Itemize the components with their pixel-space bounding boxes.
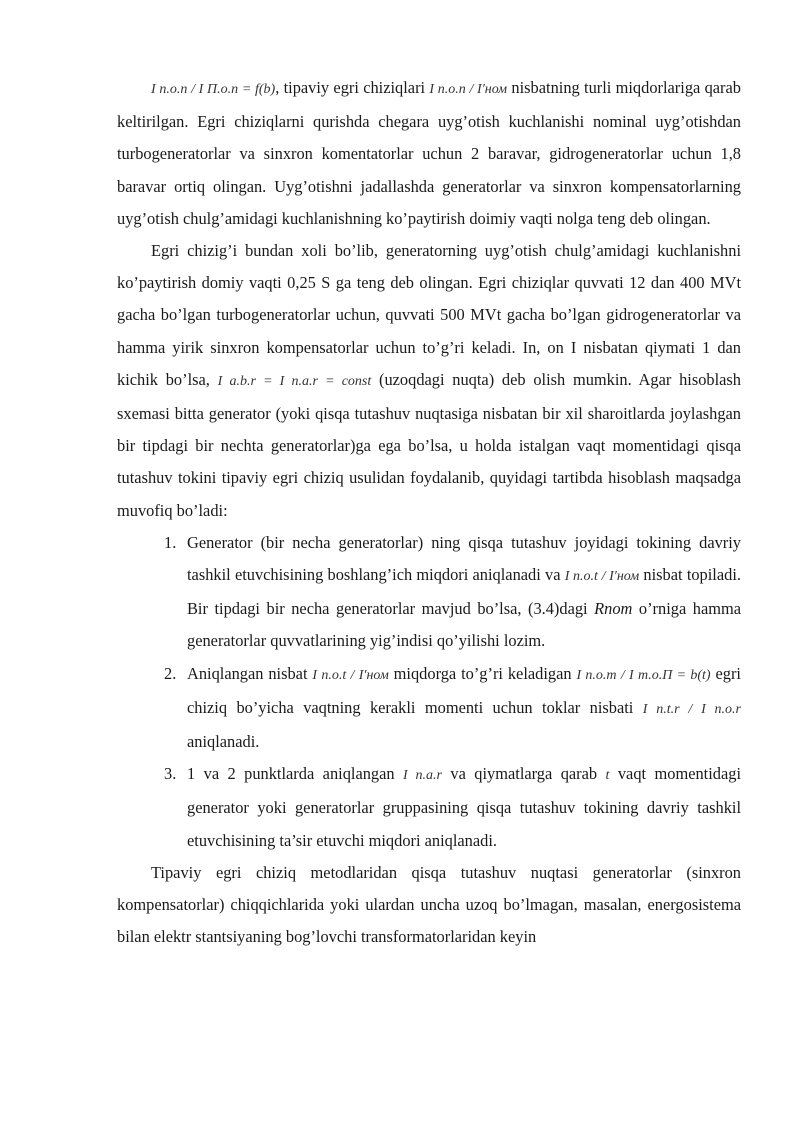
formula-const: I a.b.r = I n.a.r = const <box>217 373 372 389</box>
formula-item3t: t <box>605 768 610 784</box>
paragraph-3: Tipaviy egri chiziq metodlaridan qisqa tutashuv nuqtasi generatorlar (sinxron kompensatorlar) chiqqichlarida yoki ulardan uncha uzoq bo’lmagan, masalan, energosistema bilan elektr stantsiyaning bog’lovchi transformatorlaridan keyin <box>117 862 741 947</box>
list-item-1: 1. Generator (bir necha generatorlar) ning qisqa tutashuv joyidagi tokining davriy tashkil etuvchisining boshlang’ich miqdori aniqlanadi va I n.o.t / I′ном nisbat topiladi. Bir tipdagi bir necha generatorlar mavjud bo’lsa, (3.4)dagi Rnom o’rniga hamma generatorlar quvvatlarining yig’indisi qo’yilishi lozim. <box>117 527 741 658</box>
formula-ratio-fb: I п.о.п / I П.о.п = f(b) <box>151 82 276 97</box>
list-item-3: 3. 1 va 2 punktlarda aniqlangan I n.a.r va qiymatlarga qarab t vaqt momentidagi generator yoki generatorlar gruppasining qisqa tutashuv tokining davriy tashkil etuvchisining ta’sir etuvchi miqdori aniqlanadi. <box>117 758 741 857</box>
formula-ratio-nom: I п.о.п / I′ном <box>429 82 508 97</box>
numbered-list <box>117 527 741 857</box>
list-number: 1. <box>164 532 177 552</box>
symbol-rnom: Rnom <box>594 599 633 619</box>
paragraph-1: I п.о.п / I П.о.п = f(b), tipaviy egri chiziqlari I п.о.п / I′ном nisbatning turli miqdorlariga qarab keltirilgan. Egri chiziqlarni qurishda chegara uyg’otish kuchlanishi nominal uyg’otishdan turbogeneratorlar va sinxron komentatorlar uchun 2 baravar, gidrogeneratorlar uchun 1,8 baravar ortiq olingan. Uyg’otishni jadallashda generatorlar va sinxron kompensatorlarning uyg’otish chulg’amidagi kuchlanishning ko’paytirish doimiy vaqti nolga teng deb olingan. <box>117 78 741 228</box>
list-number: 3. <box>164 764 177 784</box>
formula-item2a: I n.o.t / I′ном <box>312 667 389 683</box>
list-number: 2. <box>164 663 177 683</box>
formula-item2c: I n.t.r / I n.o.r <box>642 701 741 717</box>
list-item-2: 2. Aniqlangan nisbat I n.o.t / I′ном miqdorga to’g’ri keladigan I п.о.т / I т.о.П = b(t) egri chiziq bo’yicha vaqtning kerakli momenti uchun toklar nisbati I n.t.r / I n.o.r aniqlanadi. <box>117 658 741 759</box>
document-body <box>117 72 741 953</box>
formula-item3a: I n.a.r <box>403 768 442 784</box>
formula-item2b: I п.о.т / I т.о.П = b(t) <box>576 667 711 683</box>
formula-item1: I n.o.t / I′ном <box>564 569 640 585</box>
paragraph-2: Egri chizig’i bundan xoli bo’lib, generatorning uyg’otish chulg’amidagi kuchlanishni ko’paytirish domiy vaqti 0,25 S ga teng deb olingan. Egri chiziqlar quvvati 12 dan 400 MVt gacha bo’lgan turbogeneratorlar uchun, quvvati 500 MVt gacha bo’lgan gidrogeneratorlar va hamma yirik sinxron kompensatorlar uchun to’g’ri keladi. In, on I nisbatan qiymati 1 dan kichik bo’lsa, I a.b.r = I n.a.r = const (uzoqdagi nuqta) deb olish mumkin. Agar hisoblash sxemasi bitta generator (yoki qisqa tutashuv nuqtasiga nisbatan bir xil sharoitlarda joylashgan bir tipdagi bir nechta generatorlar)ga ega bo’lsa, u holda istalgan vaqt momentidagi qisqa tutashuv tokini tipaviy egri chiziq usulidan foydalanib, quyidagi tartibda hisoblash maqsadga muvofiq bo’ladi: <box>117 241 741 520</box>
